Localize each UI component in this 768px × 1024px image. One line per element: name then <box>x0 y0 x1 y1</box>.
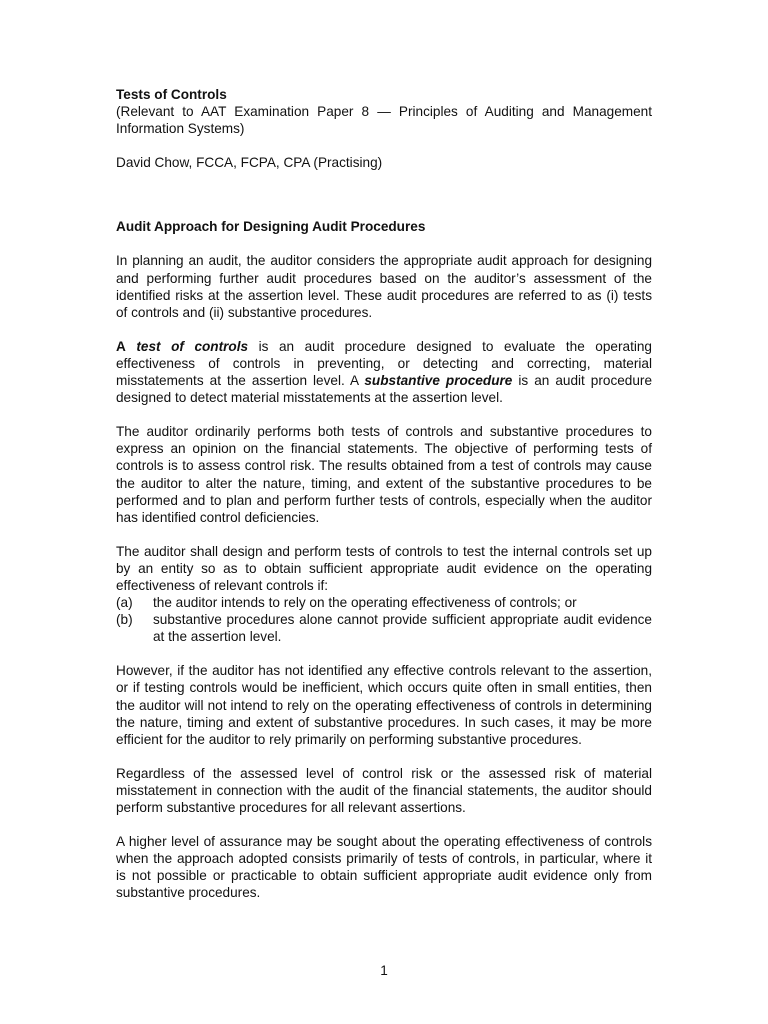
term-substantive-procedure: substantive procedure <box>364 373 513 389</box>
list-item <box>116 594 652 611</box>
list-item-text: the auditor intends to rely on the operating effectiveness of controls; or <box>153 595 577 611</box>
section-heading: Audit Approach for Designing Audit Procedures <box>116 219 426 235</box>
conditions-list <box>116 594 652 645</box>
paragraph-2 <box>116 338 652 406</box>
paragraph-2-end: is an audit procedure designed to detect material misstatements at the assertion level. <box>116 373 653 406</box>
paragraph-4: The auditor shall design and perform tests of controls to test the internal controls set up by an entity so as to obtain sufficient appropriate audit evidence on the operating effectiveness of relevant controls if: <box>116 543 652 593</box>
term-test-of-controls: test of controls <box>136 338 249 354</box>
page-number: 1 <box>380 963 388 978</box>
list-item-label: (a) <box>116 595 133 611</box>
paragraph-1: In planning an audit, the auditor considers the appropriate audit approach for designing and performing further audit procedures based on the auditor’s assessment of the identified risks at the assertion level. These audit procedures are referred to as (i) tests of controls and (ii) substantive procedures. <box>116 253 652 320</box>
document-title: Tests of Controls <box>116 87 227 102</box>
paragraph-6: Regardless of the assessed level of control risk or the assessed risk of material misstatement in connection with the audit of the financial statements, the auditor should perform substantive procedures for all relevant assertions. <box>116 765 652 815</box>
paragraph-7: A higher level of assurance may be sought about the operating effectiveness of controls when the approach adopted consists primarily of tests of controls, in particular, where it is not possible or practicable to obtain sufficient appropriate audit evidence only from substantive procedures. <box>116 834 652 901</box>
paragraph-3: The auditor ordinarily performs both tests of controls and substantive procedures to express an opinion on the financial statements. The objective of performing tests of controls is to assess control risk. The results obtained from a test of controls may cause the auditor to alter the nature, timing, and extent of the substantive procedures to be performed and to plan and perform further tests of controls, especially when the auditor has identified control deficiencies. <box>116 424 652 525</box>
list-item-text: substantive procedures alone cannot provide sufficient appropriate audit evidence at the assertion level. <box>153 612 652 645</box>
paragraph-2-mid: is an audit procedure designed to evaluate the operating effectiveness of controls in preventing, or detecting and correcting, material misstatements at the assertion level. A <box>116 338 652 389</box>
document-subtitle: (Relevant to AAT Examination Paper 8 — Principles of Auditing and Management Information Systems) <box>116 104 652 137</box>
author-line: David Chow, FCCA, FCPA, CPA (Practising) <box>116 155 383 171</box>
document-body <box>116 86 652 901</box>
paragraph-2-article: A <box>116 338 126 354</box>
list-item <box>116 611 652 645</box>
list-item-label: (b) <box>116 612 133 628</box>
paragraph-5: However, if the auditor has not identified any effective controls relevant to the assertion, or if testing controls would be inefficient, which occurs quite often in small entities, then the auditor will not intend to rely on the operating effectiveness of controls in determining the nature, timing and extent of substantive procedures. In such cases, it may be more efficient for the auditor to rely primarily on performing substantive procedures. <box>116 663 652 747</box>
